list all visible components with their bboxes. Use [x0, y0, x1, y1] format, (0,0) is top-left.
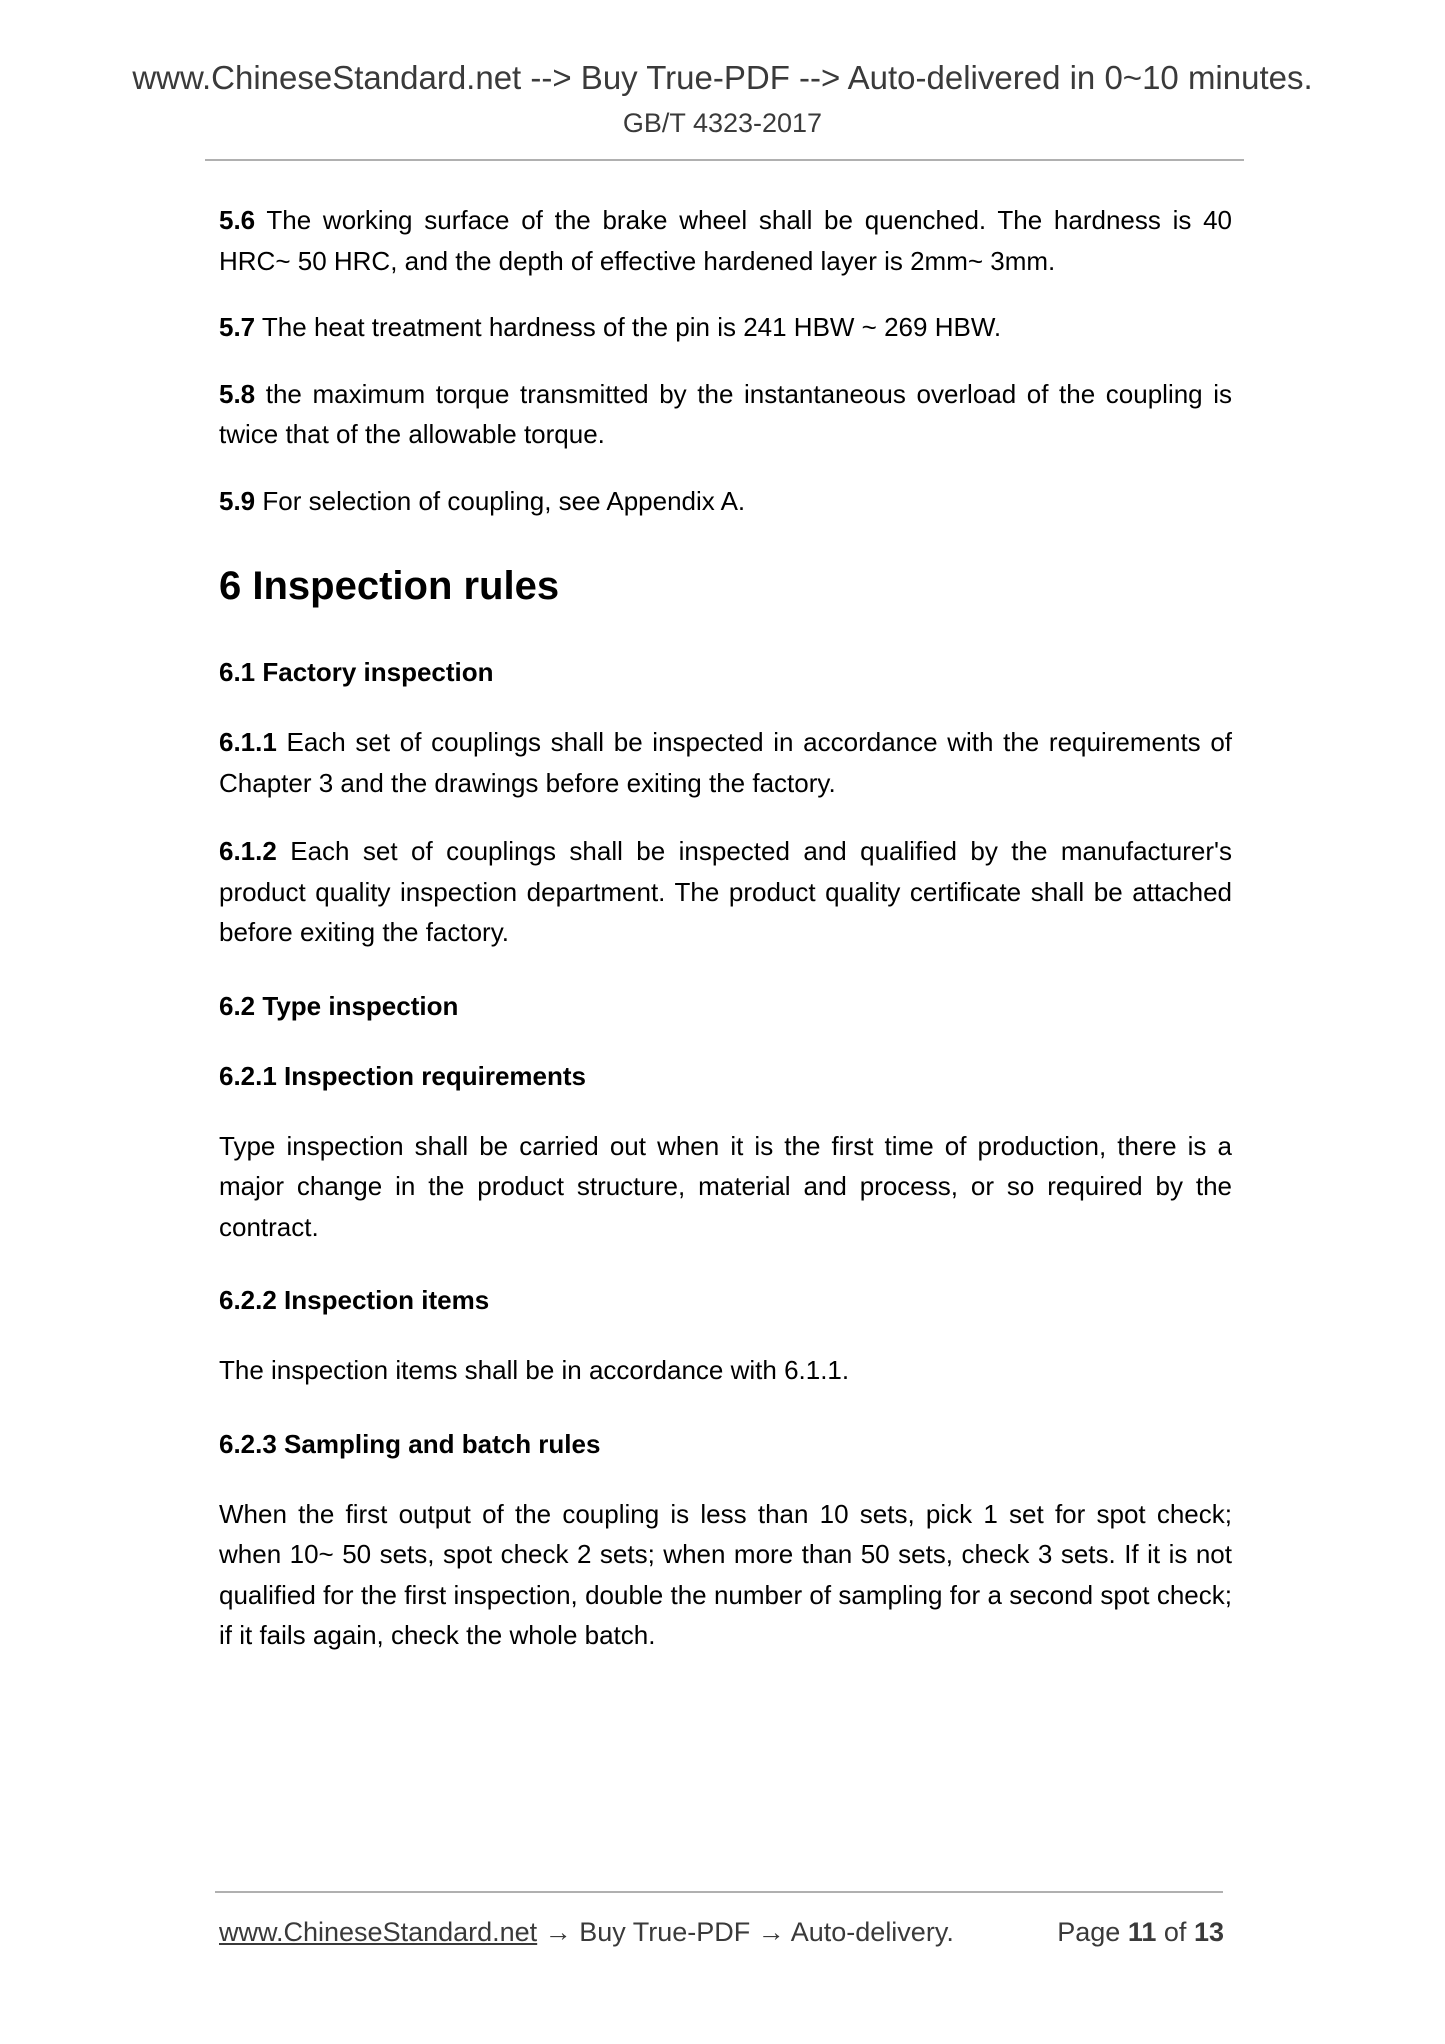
header-divider — [205, 159, 1244, 161]
clause-number: 5.7 — [219, 312, 256, 342]
clause-text: Each set of couplings shall be inspected in accordance with the requirements of Chapter 3 and the drawings before exiting the factory. — [219, 727, 1233, 798]
clause-text: the maximum torque transmitted by the instantaneous overload of the coupling is twice that of the allowable torque. — [219, 378, 1232, 449]
total-pages: 13 — [1193, 1917, 1224, 1947]
clause-5-6 — [219, 200, 1232, 281]
document-code: GB/T 4323-2017 — [622, 108, 823, 138]
clause-5-8 — [219, 374, 1232, 455]
footer-site-link[interactable]: www.ChineseStandard.net — [219, 1917, 538, 1947]
header-banner: www.ChineseStandard.net --> Buy True-PDF --> Auto-delivered in 0~10 minutes. — [132, 59, 1313, 96]
paragraph-6-2-1: Type inspection shall be carried out when it is the first time of production, there is a major change in the product structure, material and process, or so required by the contract. — [219, 1130, 1232, 1242]
clause-number: 5.6 — [219, 205, 256, 235]
section-heading-6-1: 6.1 Factory inspection — [219, 657, 494, 687]
clause-text: The heat treatment hardness of the pin is 241 HBW ~ 269 HBW. — [261, 312, 1002, 342]
chapter-heading: 6 Inspection rules — [219, 564, 560, 608]
clause-text: The working surface of the brake wheel shall be quenched. The hardness is 40 HRC~ 50 HRC, and the depth of effective hardened layer is 2mm~ 3mm. — [219, 205, 1232, 276]
clause-text: For selection of coupling, see Appendix A. — [262, 485, 746, 516]
footer-divider — [215, 1891, 1223, 1893]
page-body — [219, 200, 1232, 1656]
section-heading-6-2: 6.2 Type inspection — [219, 990, 459, 1021]
current-page: 11 — [1127, 1917, 1157, 1947]
clause-number: 6.1.1 — [219, 727, 277, 757]
footer — [219, 1912, 1224, 1952]
clause-text: Each set of couplings shall be inspected and qualified by the manufacturer's product quality inspection department. The product quality certificate shall be attached before exiting the factory. — [219, 836, 1232, 947]
clause-5-7 — [219, 307, 1232, 348]
clause-6-1-1 — [219, 722, 1232, 803]
of-label: of — [1163, 1917, 1187, 1947]
page-label: Page — [1057, 1917, 1121, 1947]
clause-5-9 — [219, 481, 1232, 522]
footer-tagline: → Buy True-PDF → Auto-delivery. — [537, 1917, 954, 1947]
paragraph-6-2-2: The inspection items shall be in accordance with 6.1.1. — [219, 1355, 850, 1385]
section-heading-6-2-2: 6.2.2 Inspection items — [219, 1285, 490, 1315]
page-number — [1057, 1912, 1224, 1952]
clause-number: 5.8 — [219, 378, 256, 409]
clause-number: 5.9 — [219, 485, 256, 516]
section-heading-6-2-1: 6.2.1 Inspection requirements — [219, 1060, 587, 1091]
paragraph-6-2-3: When the first output of the coupling is less than 10 sets, pick 1 set for spot check; when 10~ 50 sets, spot check 2 sets; when more than 50 sets, check 3 sets. If it is not qualified for the first inspection, double the number of sampling for a second spot check; if it fails again, check the whole batch. — [219, 1498, 1232, 1650]
clause-number: 6.1.2 — [219, 836, 277, 866]
clause-6-1-2 — [219, 831, 1232, 953]
section-heading-6-2-3: 6.2.3 Sampling and batch rules — [219, 1428, 601, 1459]
